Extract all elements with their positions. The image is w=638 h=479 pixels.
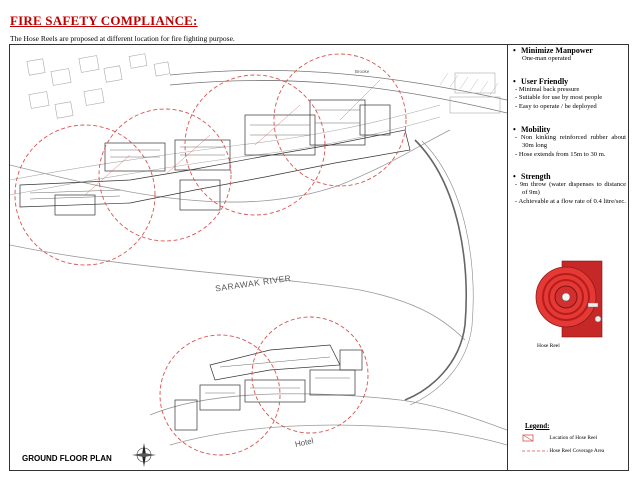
coverage-area-icon: [522, 448, 548, 454]
feature-strength: • Strength - 9m throw (water dispenses to distance of 9m) - Achievable at a flow rate of 0.4 litre/sec.: [513, 172, 626, 205]
floor-plan-label: GROUND FLOOR PLAN: [22, 454, 112, 463]
site-blocks-top: [27, 54, 500, 119]
feature-minimize-manpower: • Minimize Manpower One-man operated: [513, 46, 626, 63]
feature-heading: Strength: [521, 172, 551, 181]
feature-user-friendly: • User Friendly - Minimal back pressure - Suitable for use by most people - Easy to operate / be deployed: [513, 77, 626, 111]
coverage-circles-south: [160, 317, 368, 455]
feature-heading: Minimize Manpower: [521, 46, 593, 55]
site-plan: [10, 45, 507, 470]
feature-line: One-man operated: [522, 55, 571, 62]
curved-walkway: [405, 140, 466, 400]
hose-reel-image: [534, 259, 606, 339]
north-compass-icon: [132, 443, 156, 467]
coverage-circles-north: [15, 54, 406, 265]
hotel-label: Hotel: [294, 436, 315, 449]
legend-label: Location of Hose Reel: [549, 435, 598, 442]
feature-heading: User Friendly: [521, 77, 569, 86]
feature-line: - 9m throw (water dispenses to distance of 9m): [515, 181, 626, 197]
legend-item-coverage: [522, 448, 604, 454]
page-title: FIRE SAFETY COMPLIANCE:: [10, 13, 198, 28]
river-bank-south: [10, 245, 465, 340]
legend-item-hose-reel: [522, 434, 597, 442]
legend-label: Hose Reel Coverage Area: [549, 448, 605, 455]
feature-line: - Minimal back pressure: [515, 86, 580, 93]
north-buildings: [20, 100, 410, 215]
feature-line: - Hose extends from 15m to 30 m.: [515, 150, 606, 158]
feature-line: - Achievable at a flow rate of 0.4 litre/sec.: [515, 197, 626, 205]
feature-line: - Suitable for use by most people: [515, 94, 603, 102]
feature-line: - Non kinking reinforced rubber about 30m long: [515, 134, 626, 150]
parking-hatch: [440, 73, 498, 95]
river-label: SARAWAK RIVER: [214, 272, 292, 294]
south-buildings: [175, 345, 362, 430]
coverage-centers-north: [85, 80, 380, 195]
hose-reel-symbol-icon: [522, 434, 534, 442]
hose-reel-caption: Hose Reel: [537, 343, 560, 349]
feature-line: - Easy to operate / be deployed: [515, 102, 597, 110]
feature-heading: Mobility: [521, 125, 551, 134]
legend-title: Legend:: [525, 422, 550, 430]
road-top: [170, 70, 507, 100]
info-panel: [507, 45, 628, 470]
bridge-label: Brooke: [355, 69, 370, 74]
page-subtitle: The Hose Reels are proposed at different location for fire fighting purpose.: [10, 34, 235, 43]
feature-mobility: • Mobility - Non kinking reinforced rubber about 30m long - Hose extends from 15m to 30 m.: [513, 125, 626, 158]
